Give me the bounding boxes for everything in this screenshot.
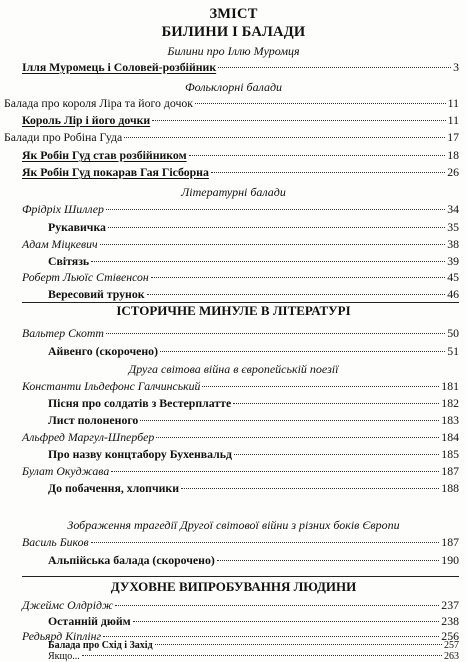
toc-entry xyxy=(48,413,459,428)
entry-page: 187 xyxy=(441,535,459,549)
entry-title: Про назву концтабору Бухенвальд xyxy=(48,447,232,461)
dot-leader xyxy=(100,244,446,245)
dot-leader xyxy=(106,209,445,210)
dot-leader xyxy=(106,333,445,334)
entry-page: 26 xyxy=(447,165,459,179)
entry-page: 46 xyxy=(447,287,459,301)
dot-leader xyxy=(181,488,439,489)
dot-leader xyxy=(91,261,445,262)
dot-leader xyxy=(156,437,439,438)
toc-entry xyxy=(48,481,459,496)
toc-entry xyxy=(48,254,459,269)
entry-page: 190 xyxy=(441,553,459,567)
entry-page: 184 xyxy=(441,430,459,444)
dot-leader xyxy=(202,386,439,387)
entry-page: 38 xyxy=(447,237,459,251)
group-header: Друга світова війна в європейській поезії xyxy=(128,362,339,376)
entry-page: 263 xyxy=(444,651,459,662)
group-header: Літературні балади xyxy=(181,185,286,199)
entry-title: Пісня про солдатів з Вестерплатте xyxy=(48,396,232,410)
entry-page: 11 xyxy=(447,96,459,110)
dot-leader xyxy=(124,137,445,138)
page-title: ЗМІСТ xyxy=(209,6,258,22)
dot-leader xyxy=(160,351,445,352)
toc-entry xyxy=(48,614,459,629)
entry-page: 51 xyxy=(447,344,459,358)
dot-leader xyxy=(233,403,439,404)
entry-page: 39 xyxy=(447,254,459,268)
dot-leader xyxy=(147,294,446,295)
entry-title: Рукавичка xyxy=(48,220,106,234)
entry-title: Балада про короля Ліра та його дочок xyxy=(4,96,194,110)
entry-title: Альпійська балада (скорочено) xyxy=(48,553,215,567)
entry-title: Ілля Муромець і Соловей-розбійник xyxy=(22,60,217,74)
toc-entry xyxy=(22,326,459,341)
dot-leader xyxy=(151,277,445,278)
group-header: Билини про Іллю Муромця xyxy=(167,44,300,58)
dot-leader xyxy=(211,172,445,173)
toc-entry xyxy=(48,220,459,235)
entry-title xyxy=(48,344,158,359)
entry-page: 182 xyxy=(441,396,459,410)
toc-entry xyxy=(48,447,459,462)
entry-page: 18 xyxy=(447,148,459,162)
entry-title: Василь Биков xyxy=(22,535,89,549)
group-header: Фольклорні балади xyxy=(184,80,283,94)
section-divider xyxy=(22,576,459,577)
entry-title: Король Лір і його дочки xyxy=(22,113,151,127)
entry-page: 237 xyxy=(441,598,459,612)
toc-entry xyxy=(22,598,459,613)
entry-page: 238 xyxy=(441,614,459,628)
entry-title: Роберт Льюїс Стівенсон xyxy=(22,270,149,284)
entry-page: 11 xyxy=(447,113,459,127)
toc-entry xyxy=(48,651,459,662)
entry-page: 34 xyxy=(447,202,459,216)
entry-title: Як Робін Гуд став розбійником xyxy=(22,148,187,162)
dot-leader xyxy=(195,103,446,104)
dot-leader xyxy=(234,454,439,455)
entry-title: Балади про Робіна Гуда xyxy=(4,130,123,144)
toc-entry xyxy=(22,464,459,479)
section-heading: ІСТОРИЧНЕ МИНУЛЕ В ЛІТЕРАТУРІ xyxy=(116,303,351,318)
toc-entry xyxy=(22,113,459,128)
dot-leader xyxy=(152,120,445,121)
toc-entry xyxy=(48,641,459,650)
dot-leader xyxy=(189,155,446,156)
entry-page: 45 xyxy=(447,270,459,284)
entry-title: Фрідріх Шиллер xyxy=(22,202,104,216)
dot-leader xyxy=(115,605,439,606)
section-heading: ДУХОВНЕ ВИПРОБУВАННЯ ЛЮДИНИ xyxy=(110,579,357,594)
toc-entry xyxy=(22,270,459,285)
dot-leader xyxy=(111,471,439,472)
entry-page: 188 xyxy=(441,481,459,495)
entry-title: Булат Окуджава xyxy=(22,464,110,478)
entry-page: 17 xyxy=(447,130,459,144)
entry-title: Вересовий трунок xyxy=(48,287,145,301)
toc-entry xyxy=(4,130,459,145)
entry-title: Лист полоненого xyxy=(48,413,139,427)
toc-entry xyxy=(48,344,459,359)
toc-entry xyxy=(22,430,459,445)
toc-entry xyxy=(22,535,459,550)
toc-entry xyxy=(22,237,459,252)
toc-entry xyxy=(48,287,459,302)
entry-title-main: Айвенго (скорочено) xyxy=(48,344,159,358)
entry-page: 183 xyxy=(441,413,459,427)
entry-title: Адам Міцкевич xyxy=(22,237,98,251)
entry-title: Константи Ільдефонс Галчинський xyxy=(22,379,201,393)
toc-entry xyxy=(22,60,459,75)
entry-page: 3 xyxy=(453,60,459,74)
entry-page: 257 xyxy=(444,640,459,651)
entry-title: Балада про Схід і Захід xyxy=(48,640,153,651)
dot-leader xyxy=(133,621,440,622)
entry-title: Вальтер Скотт xyxy=(22,326,104,340)
toc-entry xyxy=(48,396,459,411)
dot-leader xyxy=(140,420,439,421)
dot-leader xyxy=(91,542,440,543)
dot-leader xyxy=(108,227,445,228)
toc-entry xyxy=(22,379,459,394)
toc-entry xyxy=(48,553,459,568)
entry-title: Джеймс Олдрідж xyxy=(22,598,113,612)
entry-page: 35 xyxy=(447,220,459,234)
entry-title: Альфред Маргул-Шпербер xyxy=(22,430,155,444)
toc-entry xyxy=(4,96,459,111)
entry-title: До побачення, хлопчики xyxy=(48,481,180,495)
toc-entry xyxy=(22,202,459,217)
section-heading: БИЛИНИ І БАЛАДИ xyxy=(161,24,306,40)
group-header: Зображення трагедії Другої світової війни з різних боків Європи xyxy=(67,518,400,532)
dot-leader xyxy=(218,67,451,68)
entry-title: Якщо... xyxy=(48,651,80,662)
entry-title: Останній дюйм xyxy=(48,614,131,628)
entry-page: 50 xyxy=(447,326,459,340)
entry-page: 181 xyxy=(441,379,459,393)
entry-page: 256 xyxy=(441,629,459,643)
entry-title: Як Робін Гуд покарав Гая Гісборна xyxy=(22,165,209,179)
entry-page: 187 xyxy=(441,464,459,478)
dot-leader xyxy=(103,636,439,637)
dot-leader xyxy=(217,560,440,561)
entry-title: Редьярд Кіплінг xyxy=(22,629,102,643)
entry-title: Світязь xyxy=(48,254,90,268)
toc-entry xyxy=(22,148,459,163)
dot-leader xyxy=(82,655,442,656)
dot-leader xyxy=(155,644,442,645)
entry-page: 185 xyxy=(441,447,459,461)
toc-entry xyxy=(22,165,459,180)
